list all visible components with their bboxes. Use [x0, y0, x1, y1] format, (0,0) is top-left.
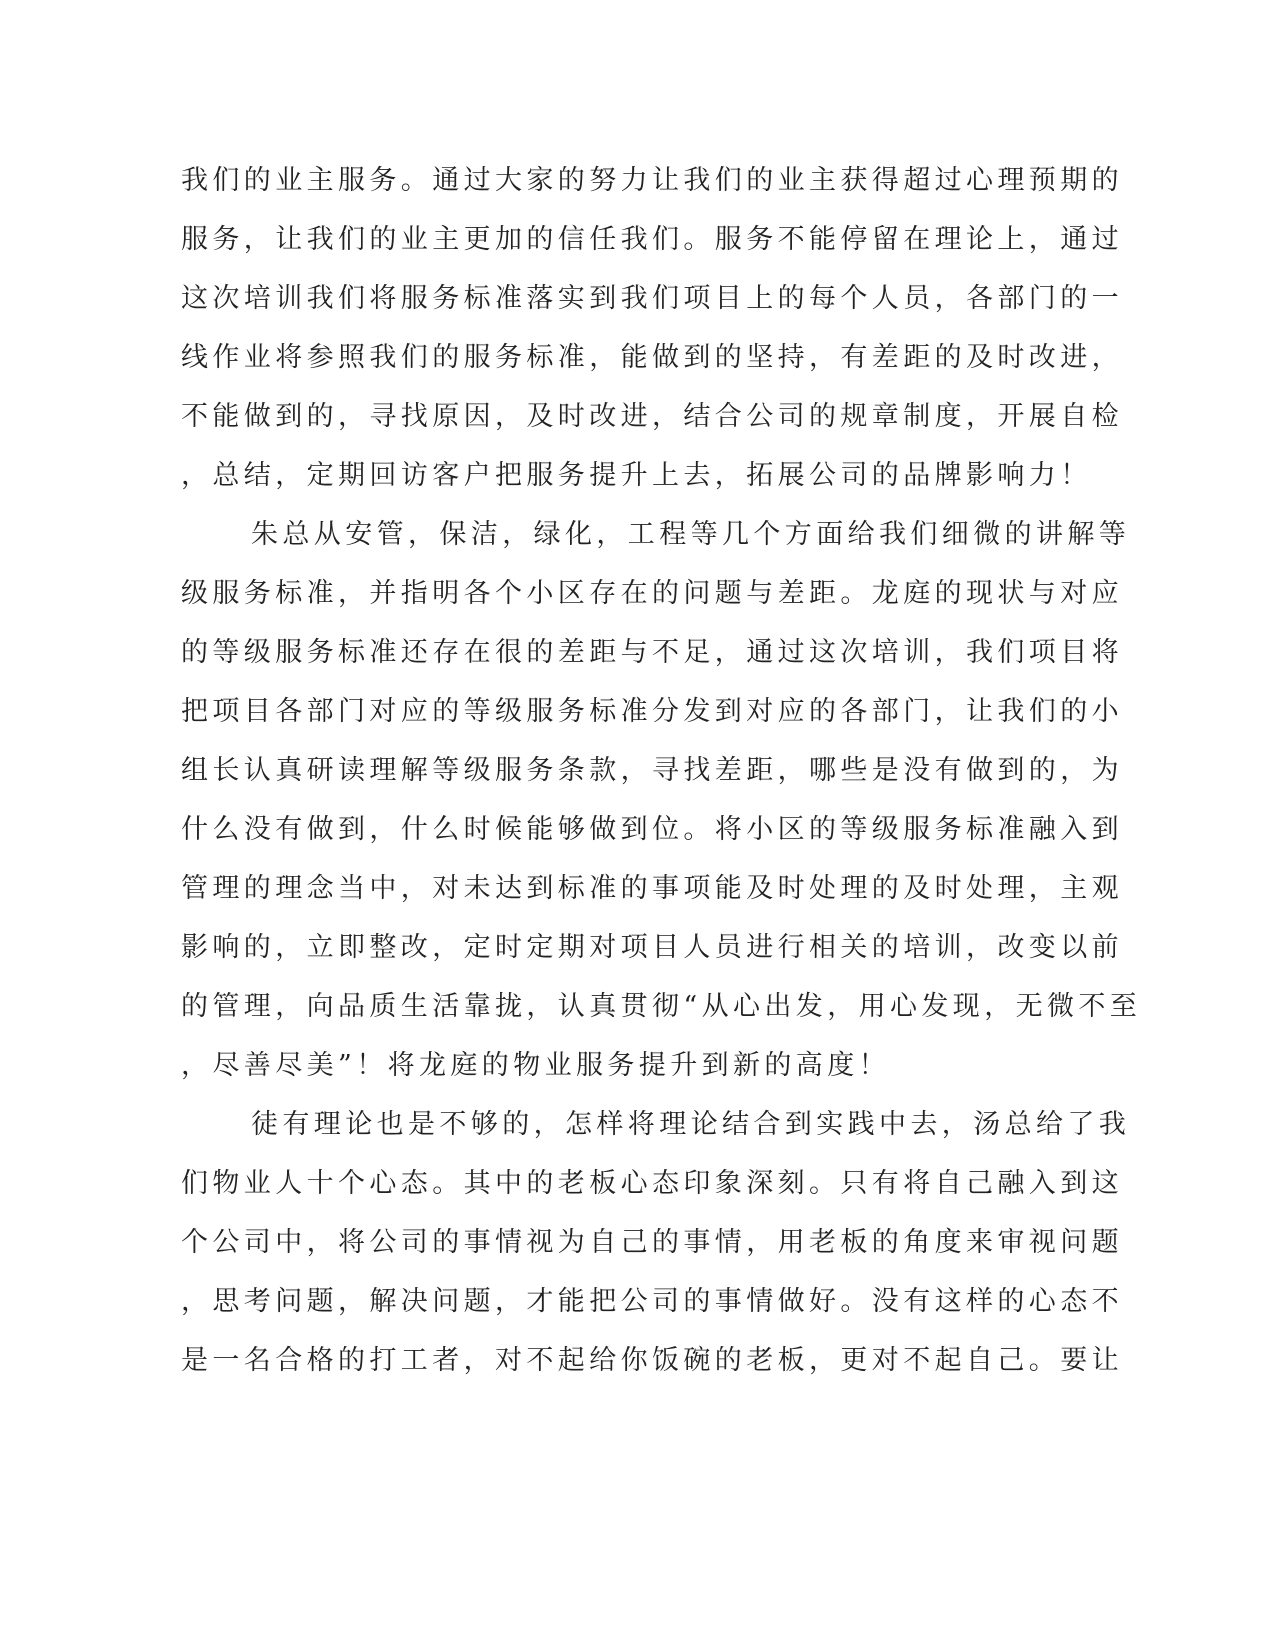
text-line: 什么没有做到，什么时候能够做到位。将小区的等级服务标准融入到 — [181, 814, 1123, 845]
text-line: 不能做到的，寻找原因，及时改进，结合公司的规章制度，开展自检 — [181, 401, 1123, 432]
text-line: 线作业将参照我们的服务标准，能做到的坚持，有差距的及时改进， — [181, 342, 1123, 373]
text-line: 这次培训我们将服务标准落实到我们项目上的每个人员，各部门的一 — [181, 283, 1123, 314]
text-line: 我们的业主服务。通过大家的努力让我们的业主获得超过心理预期的 — [181, 165, 1123, 196]
text-line: 的管理，向品质生活靠拢，认真贯彻“从心出发，用心发现，无微不至 — [181, 991, 1142, 1022]
paragraph-first-line: 朱总从安管，保洁，绿化，工程等几个方面给我们细微的讲解等 — [251, 519, 1131, 550]
text-line: 服务，让我们的业主更加的信任我们。服务不能停留在理论上，通过 — [181, 224, 1123, 255]
text-line: 管理的理念当中，对未达到标准的事项能及时处理的及时处理，主观 — [181, 873, 1123, 904]
text-line: 是一名合格的打工者，对不起给你饭碗的老板，更对不起自己。要让 — [181, 1345, 1123, 1376]
paragraph-first-line: 徒有理论也是不够的，怎样将理论结合到实践中去，汤总给了我 — [251, 1109, 1131, 1140]
text-line: 把项目各部门对应的等级服务标准分发到对应的各部门，让我们的小 — [181, 696, 1123, 727]
text-line: 的等级服务标准还存在很的差距与不足，通过这次培训，我们项目将 — [181, 637, 1123, 668]
text-line: ，思考问题，解决问题，才能把公司的事情做好。没有这样的心态不 — [181, 1286, 1123, 1317]
text-line: ，总结，定期回访客户把服务提升上去，拓展公司的品牌影响力！ — [181, 460, 1092, 491]
text-line: ，尽善尽美”！将龙庭的物业服务提升到新的高度！ — [181, 1050, 891, 1081]
text-line: 组长认真研读理解等级服务条款，寻找差距，哪些是没有做到的，为 — [181, 755, 1123, 786]
text-line: 影响的，立即整改，定时定期对项目人员进行相关的培训，改变以前 — [181, 932, 1123, 963]
text-line: 级服务标准，并指明各个小区存在的问题与差距。龙庭的现状与对应 — [181, 578, 1123, 609]
body-text — [181, 158, 1142, 1397]
text-line: 个公司中，将公司的事情视为自己的事情，用老板的角度来审视问题 — [181, 1227, 1123, 1258]
text-line: 们物业人十个心态。其中的老板心态印象深刻。只有将自己融入到这 — [181, 1168, 1123, 1199]
